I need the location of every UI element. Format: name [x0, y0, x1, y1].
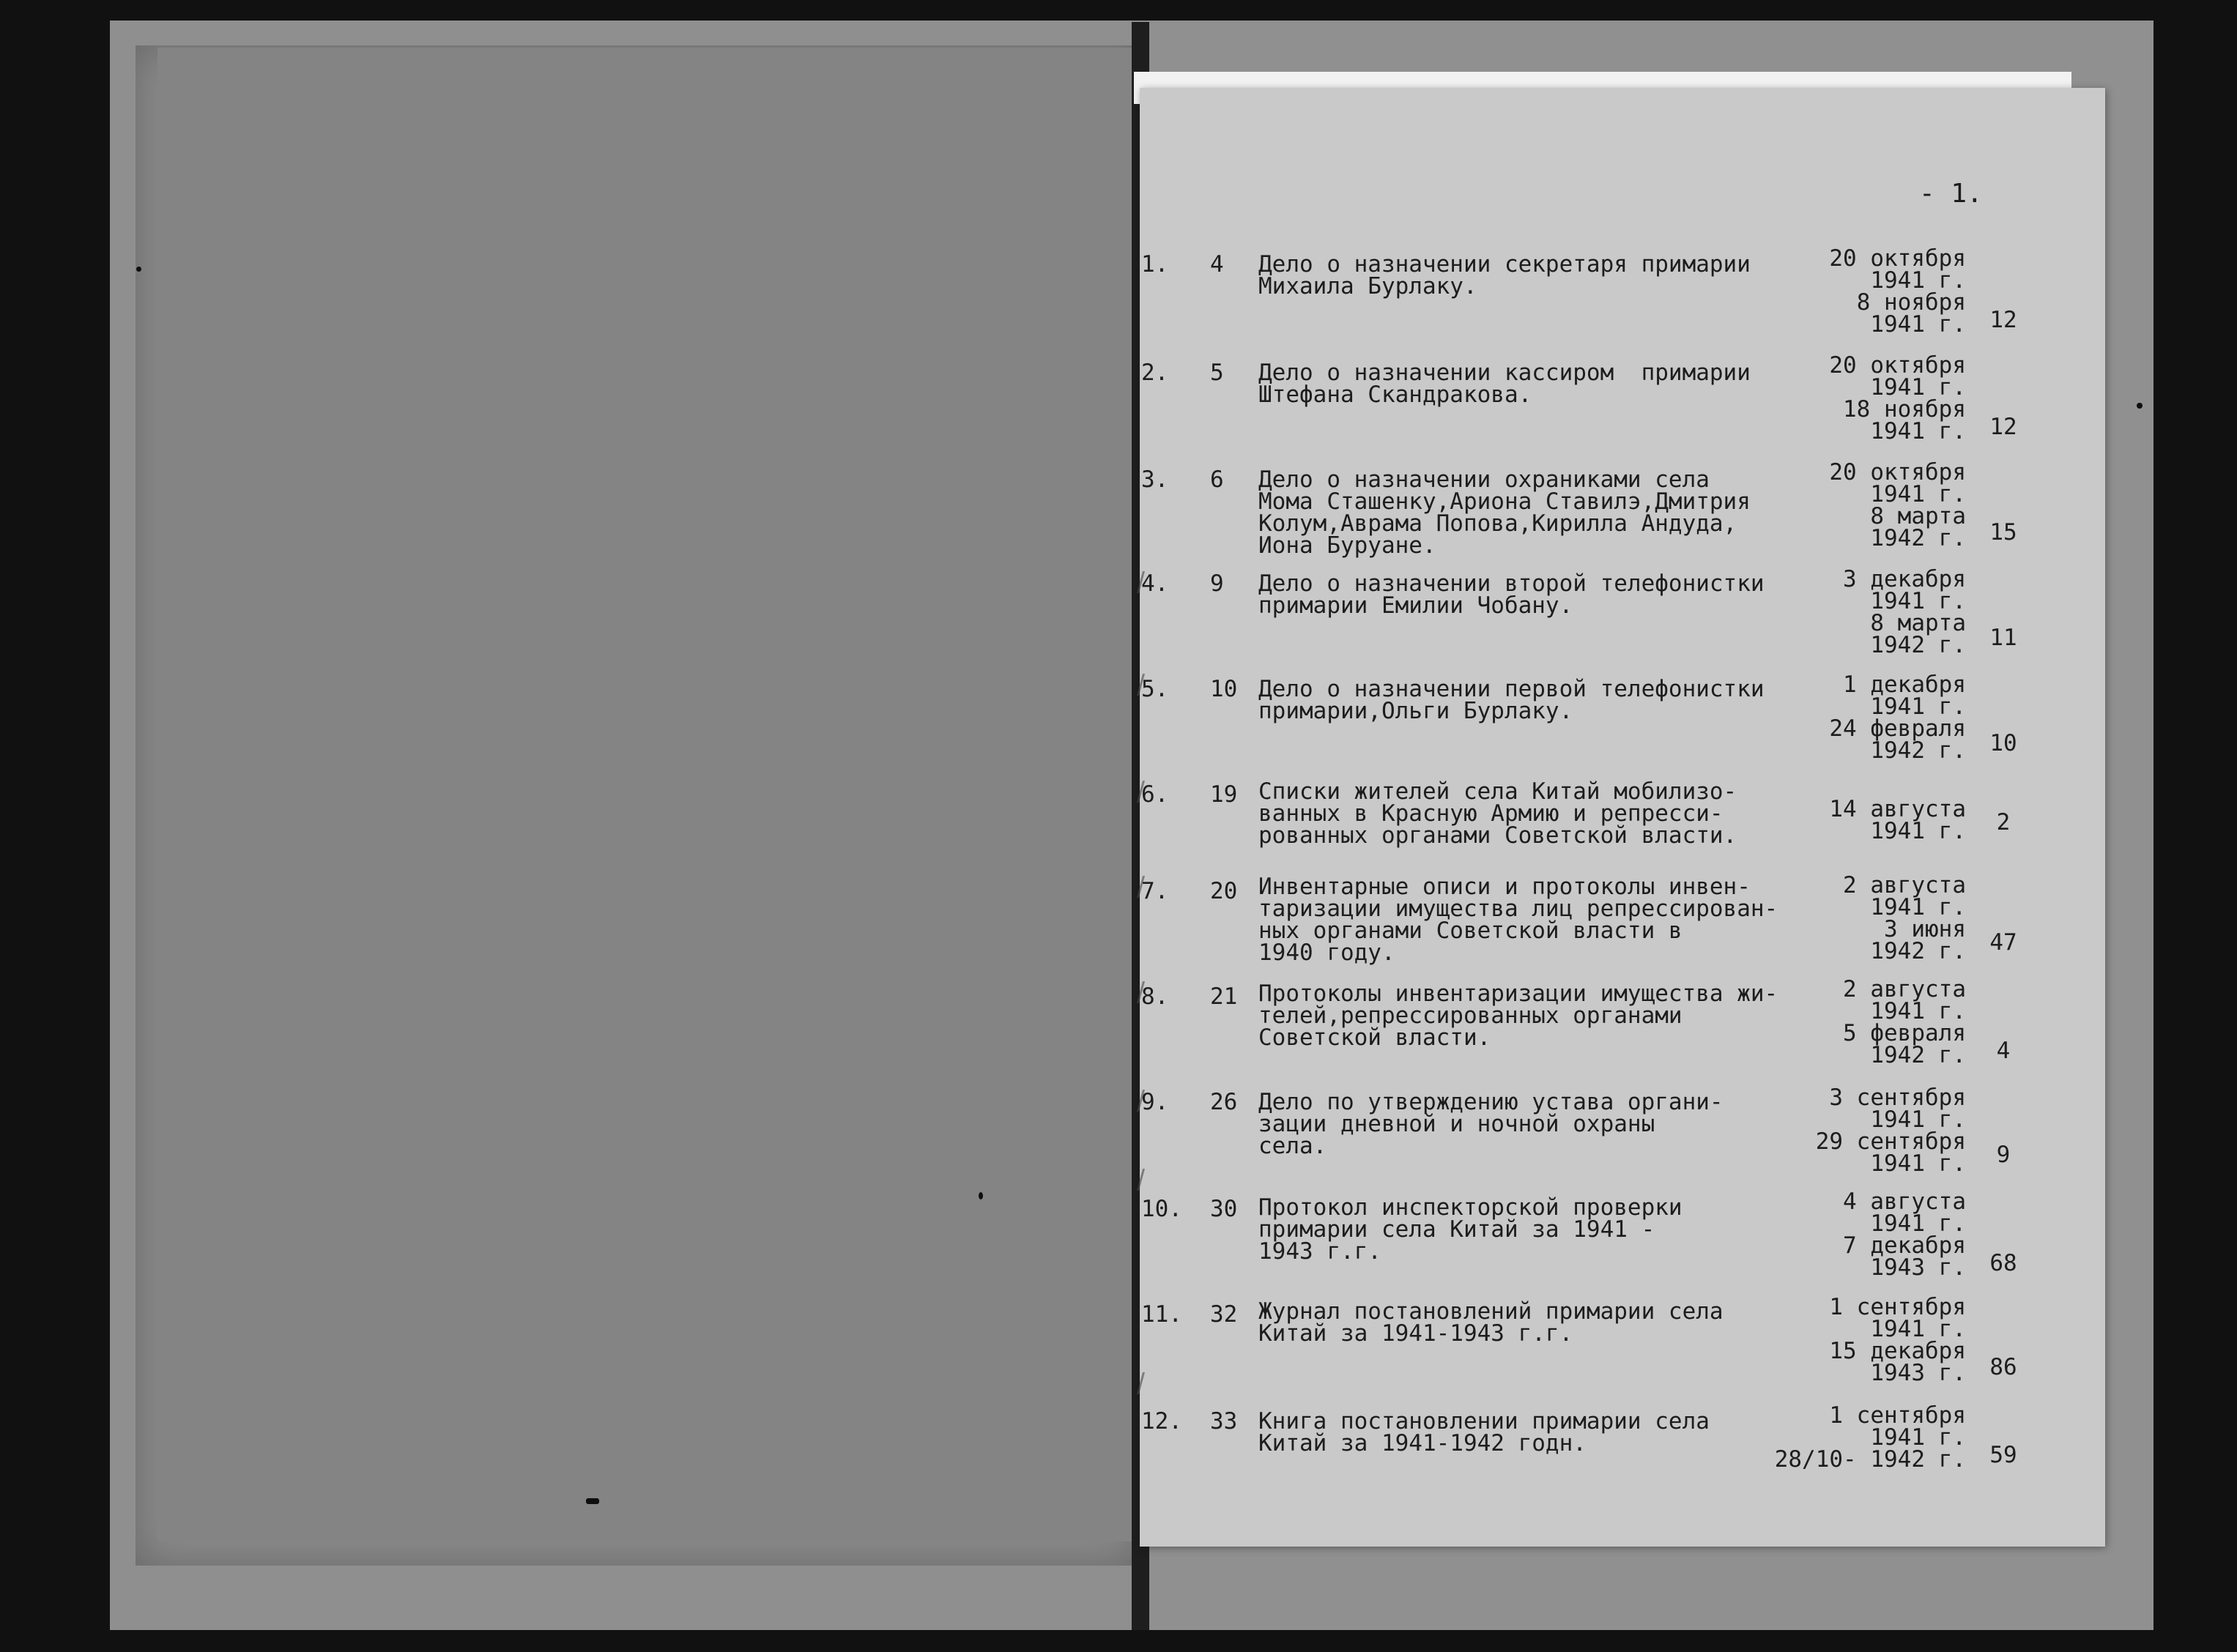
sheet-count: 68	[1989, 1250, 2017, 1276]
entry-title: Дело о назначении второй телефонистки примарии Емилии Чобану.	[1258, 570, 1765, 619]
ink-speck	[586, 1498, 599, 1504]
sheet-count: 12	[1989, 307, 2017, 333]
file-number: 21	[1210, 983, 1238, 1010]
entry-title: Книга постановлении примарии села Китай за 1941-1942 годн.	[1258, 1408, 1710, 1456]
entry-dates: 2 августа 1941 г. 3 июня 1942 г.	[1843, 872, 1966, 964]
sheet-count: 11	[1989, 625, 2017, 651]
sheet-count: 15	[1989, 519, 2017, 546]
sheet-count: 9	[1996, 1142, 2011, 1168]
entry-number: 1.	[1141, 251, 1169, 278]
entry-dates: 3 декабря 1941 г. 8 марта 1942 г.	[1843, 566, 1966, 658]
file-number: 26	[1210, 1089, 1238, 1115]
entry-number: 6.	[1141, 781, 1169, 808]
sheet-count: 59	[1989, 1442, 2017, 1468]
file-number: 20	[1210, 878, 1238, 904]
entry-dates: 1 сентября 1941 г. 15 декабря 1943 г.	[1829, 1294, 1966, 1386]
entry-title: Дело по утверждению устава органи- зации дневной и ночной охраны села.	[1258, 1089, 1724, 1159]
ink-speck	[979, 1192, 983, 1199]
file-number: 4	[1210, 251, 1224, 278]
entry-number: 5.	[1141, 676, 1169, 702]
sheet-count: 4	[1996, 1038, 2011, 1064]
entry-title: Дело о назначении охраниками села Мома Сташенку,Ариона Ставилэ,Дмитрия Колум,Аврама Попова,Кирилла Андуда, Иона Буруане.	[1258, 466, 1751, 559]
entry-number: 2.	[1141, 360, 1169, 386]
entry-number: 11.	[1141, 1301, 1182, 1328]
entry-dates: 20 октября 1941 г. 8 марта 1942 г.	[1829, 459, 1966, 551]
left-blank-sheet	[157, 48, 1133, 1541]
entry-number: 3.	[1141, 466, 1169, 493]
entry-number: 4.	[1141, 570, 1169, 597]
sheet-count: 12	[1989, 414, 2017, 440]
entry-title: Дело о назначении секретаря примарии Михаила Бурлаку.	[1258, 251, 1751, 299]
entry-dates: 4 августа 1941 г. 7 декабря 1943 г.	[1843, 1188, 1966, 1281]
ink-speck	[2137, 403, 2143, 409]
entry-title: Списки жителей села Китай мобилизо- ванных в Красную Армию и репресси- рованных органами Советской власти.	[1258, 778, 1737, 849]
entry-number: 10.	[1141, 1196, 1182, 1222]
entry-title: Инвентарные описи и протоколы инвен- таризации имущества лиц репрессирован- ных органами Советской власти в 1940 году.	[1258, 874, 1778, 966]
entry-number: 9.	[1141, 1089, 1169, 1115]
file-number: 6	[1210, 466, 1224, 493]
page-number: - 1.	[1919, 179, 1983, 209]
entry-dates: 1 сентября 1941 г. 28/10- 1942 г.	[1774, 1402, 1966, 1473]
entry-dates: 3 сентября 1941 г. 29 сентября 1941 г.	[1815, 1084, 1966, 1177]
sheet-count: 86	[1989, 1354, 2017, 1380]
entry-dates: 20 октября 1941 г. 8 ноября 1941 г.	[1829, 245, 1966, 338]
entry-title: Протокол инспекторской проверки примарии села Китай за 1941 - 1943 г.г.	[1258, 1194, 1683, 1265]
entry-number: 12.	[1141, 1408, 1182, 1435]
entry-number: 7.	[1141, 878, 1169, 904]
file-number: 5	[1210, 360, 1224, 386]
entry-dates: 1 декабря 1941 г. 24 февраля 1942 г.	[1829, 671, 1966, 764]
entry-title: Дело о назначении первой телефонистки примарии,Ольги Бурлаку.	[1258, 676, 1765, 724]
entry-title: Протоколы инвентаризации имущества жи- телей,репрессированных органами Советской власти.	[1258, 981, 1778, 1051]
entry-dates: 20 октября 1941 г. 18 ноября 1941 г.	[1829, 352, 1966, 444]
entry-dates: 2 августа 1941 г. 5 февраля 1942 г.	[1843, 976, 1966, 1068]
file-number: 33	[1210, 1408, 1238, 1435]
entry-title: Журнал постановлений примарии села Китай за 1941-1943 г.г.	[1258, 1298, 1724, 1347]
sheet-count: 2	[1996, 809, 2011, 836]
sheet-count: 47	[1989, 929, 2017, 956]
file-number: 10	[1210, 676, 1238, 702]
file-number: 30	[1210, 1196, 1238, 1222]
entry-number: 8.	[1141, 983, 1169, 1010]
entry-dates: 14 августа 1941 г.	[1829, 796, 1966, 844]
file-number: 32	[1210, 1301, 1238, 1328]
file-number: 19	[1210, 781, 1238, 808]
ink-speck	[136, 267, 141, 272]
sheet-count: 10	[1989, 730, 2017, 756]
file-number: 9	[1210, 570, 1224, 597]
entry-title: Дело о назначении кассиром примарии Штефана Скандракова.	[1258, 360, 1751, 408]
